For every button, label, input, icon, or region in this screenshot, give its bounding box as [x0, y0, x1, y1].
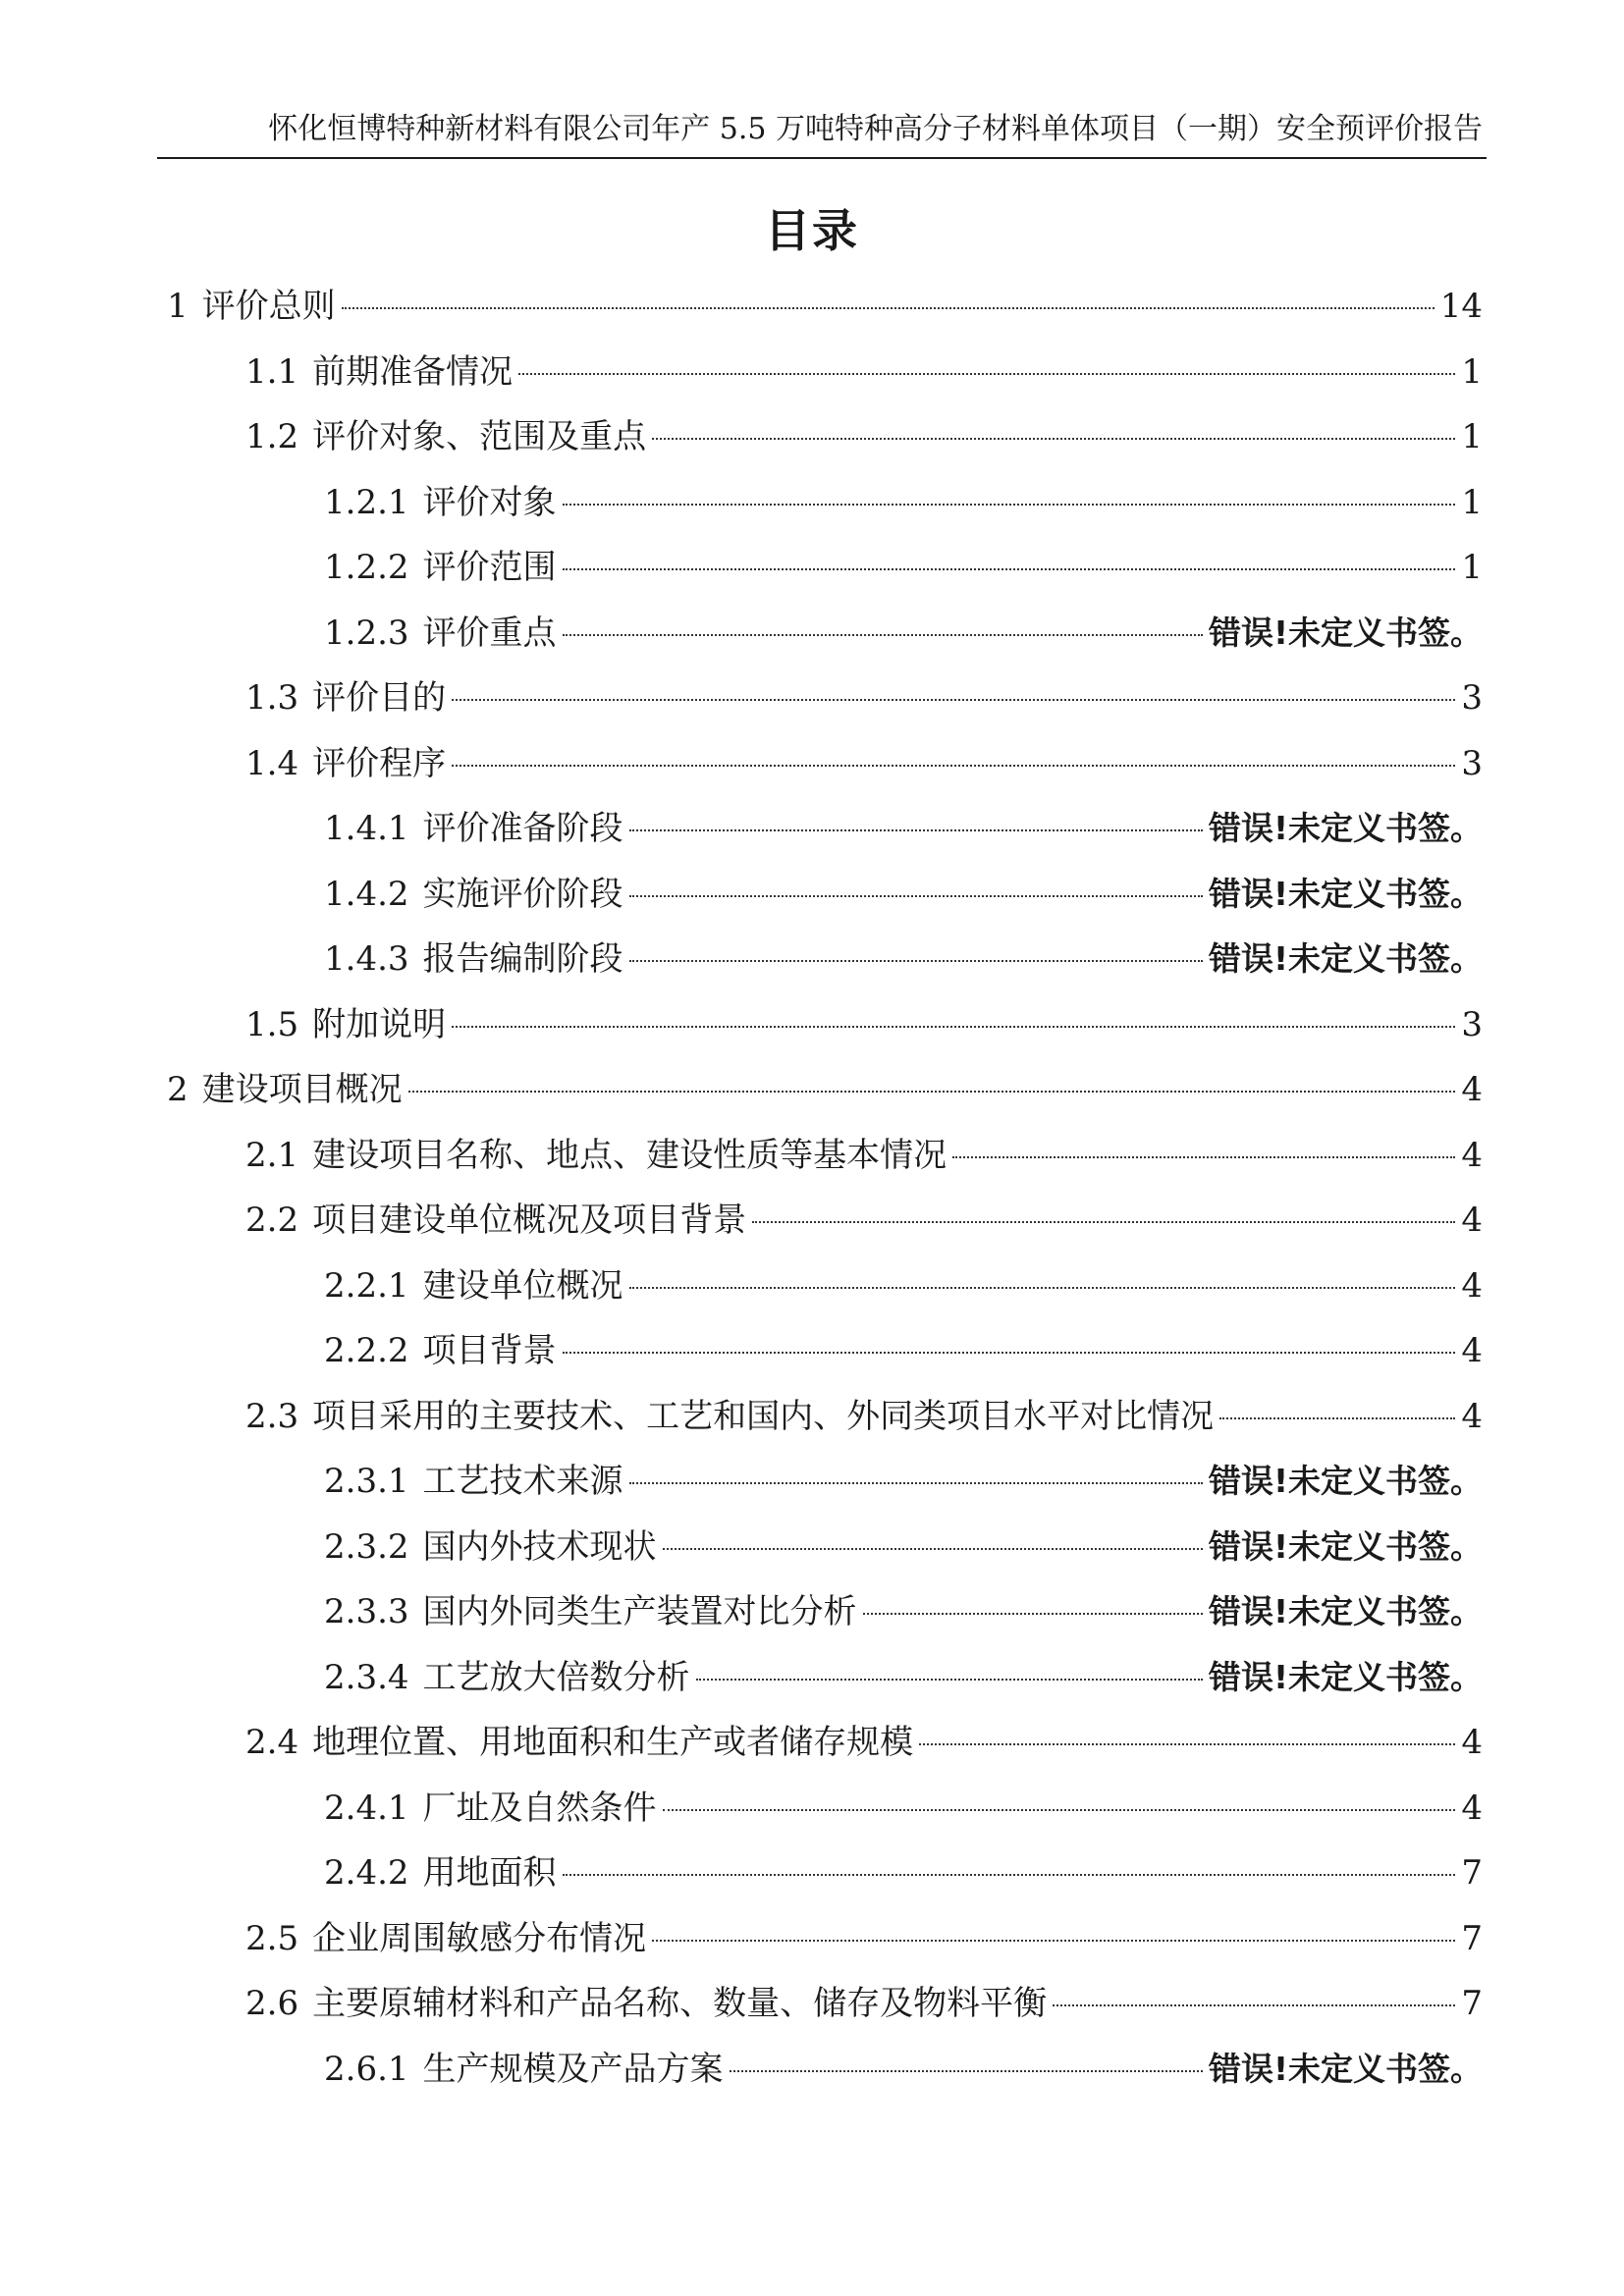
table-of-contents: [167, 283, 1483, 2110]
toc-entry-number: 1.2.1: [324, 482, 409, 522]
toc-entry-number: 2.3.3: [324, 1592, 409, 1631]
toc-page-number: 3: [1461, 678, 1483, 718]
toc-dot-leader: [563, 1874, 1456, 1876]
toc-entry-number: 2.5: [245, 1918, 299, 1958]
toc-dot-leader: [1053, 2004, 1455, 2006]
toc-entry-title: 评价对象: [422, 482, 557, 522]
toc-entry-number: 2.2.1: [324, 1265, 409, 1306]
toc-entry-title: 主要原辅材料和产品名称、数量、储存及物料平衡: [312, 1984, 1048, 2023]
toc-entry-number: 1.4.2: [324, 874, 409, 914]
toc-entry-title: 评价总则: [201, 287, 336, 326]
toc-entry[interactable]: [167, 674, 1483, 740]
toc-entry-title: 附加说明: [312, 1004, 447, 1044]
toc-entry-title: 实施评价阶段: [422, 874, 623, 914]
toc-page-number: 4: [1461, 1135, 1483, 1175]
toc-dot-leader: [452, 765, 1455, 767]
toc-entry[interactable]: [167, 805, 1483, 871]
toc-page-number: 7: [1461, 1853, 1483, 1893]
toc-entry-title: 国内外同类生产装置对比分析: [422, 1592, 857, 1631]
toc-entry-title: 生产规模及产品方案: [422, 2049, 724, 2089]
toc-entry[interactable]: [167, 1197, 1483, 1262]
toc-entry[interactable]: [167, 740, 1483, 806]
toc-dot-leader: [652, 438, 1455, 440]
toc-entry-title: 用地面积: [422, 1853, 557, 1893]
toc-entry[interactable]: [167, 2046, 1483, 2111]
toc-bookmark-error: 错误!未定义书签。: [1208, 809, 1483, 847]
toc-dot-leader: [563, 1352, 1456, 1354]
toc-dot-leader: [452, 699, 1455, 701]
toc-entry[interactable]: [167, 1262, 1483, 1328]
toc-page-number: 4: [1461, 1396, 1483, 1436]
toc-page-number: 4: [1461, 1265, 1483, 1306]
toc-entry-title: 企业周围敏感分布情况: [312, 1918, 647, 1958]
toc-page-number: 14: [1439, 287, 1483, 326]
toc-page-number: 7: [1461, 1918, 1483, 1958]
toc-page-number: 4: [1461, 1331, 1483, 1370]
toc-dot-leader: [629, 829, 1203, 831]
toc-entry-number: 2.2: [245, 1201, 299, 1240]
toc-page-number: 3: [1461, 1004, 1483, 1044]
toc-title: 目录: [765, 204, 859, 257]
toc-entry-title: 评价对象、范围及重点: [312, 417, 647, 456]
toc-entry[interactable]: [167, 1980, 1483, 2046]
toc-page-number: 4: [1461, 1070, 1483, 1109]
toc-entry-number: 1: [167, 287, 189, 326]
toc-entry-title: 评价程序: [312, 743, 447, 783]
toc-entry-title: 评价目的: [312, 678, 447, 718]
toc-entry-title: 项目建设单位概况及项目背景: [312, 1201, 747, 1240]
toc-dot-leader: [563, 634, 1203, 636]
toc-entry-title: 工艺技术来源: [422, 1462, 623, 1501]
toc-dot-leader: [952, 1156, 1455, 1158]
toc-entry[interactable]: [167, 1001, 1483, 1067]
toc-entry-number: 2.4.2: [324, 1853, 409, 1893]
toc-dot-leader: [518, 373, 1455, 375]
toc-entry[interactable]: [167, 1523, 1483, 1589]
toc-entry[interactable]: [167, 1719, 1483, 1785]
toc-bookmark-error: 错误!未定义书签。: [1208, 874, 1483, 913]
toc-entry-number: 2.4.1: [324, 1788, 409, 1828]
toc-page-number: 3: [1461, 743, 1483, 783]
toc-bookmark-error: 错误!未定义书签。: [1208, 2049, 1483, 2088]
toc-entry-number: 2.2.2: [324, 1331, 409, 1370]
toc-dot-leader: [342, 307, 1435, 309]
toc-entry-title: 报告编制阶段: [422, 939, 623, 979]
toc-entry-title: 评价重点: [422, 613, 557, 653]
toc-bookmark-error: 错误!未定义书签。: [1208, 1592, 1483, 1630]
toc-entry[interactable]: [167, 283, 1483, 348]
toc-entry-number: 2.3: [245, 1396, 299, 1436]
toc-dot-leader: [919, 1743, 1455, 1745]
toc-dot-leader: [629, 895, 1203, 897]
toc-page-number: 7: [1461, 1984, 1483, 2023]
header-divider: [157, 157, 1487, 159]
toc-entry-number: 1.2: [245, 417, 299, 456]
toc-entry-title: 地理位置、用地面积和生产或者储存规模: [312, 1723, 914, 1762]
toc-bookmark-error: 错误!未定义书签。: [1208, 1657, 1483, 1696]
toc-entry[interactable]: [167, 610, 1483, 675]
toc-dot-leader: [563, 568, 1456, 570]
toc-entry-number: 1.2.3: [324, 613, 409, 653]
toc-entry[interactable]: [167, 1393, 1483, 1459]
toc-entry[interactable]: [167, 1785, 1483, 1850]
toc-bookmark-error: 错误!未定义书签。: [1208, 1526, 1483, 1566]
toc-entry-number: 1.5: [245, 1004, 299, 1044]
toc-dot-leader: [663, 1809, 1456, 1811]
toc-entry-number: 1.4: [245, 743, 299, 783]
toc-page-number: 4: [1461, 1201, 1483, 1240]
toc-entry-title: 工艺放大倍数分析: [422, 1657, 690, 1697]
toc-page-number: 1: [1461, 417, 1483, 456]
toc-page-number: 1: [1461, 351, 1483, 392]
toc-page-number: 4: [1461, 1723, 1483, 1762]
toc-entry-number: 2.3.2: [324, 1526, 409, 1567]
toc-entry[interactable]: [167, 1132, 1483, 1198]
toc-entry-number: 1.4.1: [324, 809, 409, 848]
toc-entry[interactable]: [167, 413, 1483, 479]
toc-entry-title: 评价准备阶段: [422, 809, 623, 848]
toc-entry-title: 评价范围: [422, 548, 557, 587]
toc-dot-leader: [863, 1613, 1203, 1615]
toc-dot-leader: [1219, 1417, 1455, 1419]
toc-dot-leader: [663, 1548, 1203, 1550]
toc-bookmark-error: 错误!未定义书签。: [1208, 1462, 1483, 1500]
toc-entry-number: 2.1: [245, 1135, 299, 1175]
toc-entry-title: 建设项目名称、地点、建设性质等基本情况: [312, 1135, 947, 1175]
toc-entry-number: 2.6.1: [324, 2049, 409, 2089]
toc-entry[interactable]: [167, 1588, 1483, 1654]
toc-dot-leader: [563, 504, 1456, 506]
toc-entry[interactable]: [167, 1654, 1483, 1720]
toc-entry[interactable]: [167, 1327, 1483, 1393]
toc-entry[interactable]: [167, 1066, 1483, 1132]
toc-dot-leader: [696, 1679, 1203, 1681]
toc-dot-leader: [752, 1221, 1455, 1223]
running-header: 怀化恒博特种新材料有限公司年产 5.5 万吨特种高分子材料单体项目（一期）安全预评价报告: [268, 112, 1483, 146]
toc-entry-title: 项目采用的主要技术、工艺和国内、外同类项目水平对比情况: [312, 1396, 1215, 1436]
toc-entry-number: 1.3: [245, 678, 299, 718]
toc-entry[interactable]: [167, 1849, 1483, 1915]
toc-page-number: 1: [1461, 482, 1483, 522]
toc-page-number: 1: [1461, 548, 1483, 587]
toc-entry-number: 2: [167, 1070, 189, 1109]
toc-entry-title: 项目背景: [422, 1331, 557, 1370]
toc-bookmark-error: 错误!未定义书签。: [1208, 613, 1483, 652]
toc-dot-leader: [629, 960, 1203, 962]
toc-page-number: 4: [1461, 1788, 1483, 1828]
toc-entry-number: 1.4.3: [324, 939, 409, 979]
toc-entry[interactable]: [167, 1458, 1483, 1523]
toc-dot-leader: [408, 1091, 1456, 1093]
toc-dot-leader: [629, 1482, 1203, 1484]
toc-entry-number: 1.2.2: [324, 548, 409, 587]
toc-entry[interactable]: [167, 1915, 1483, 1981]
toc-entry[interactable]: [167, 935, 1483, 1001]
toc-entry-title: 建设项目概况: [201, 1070, 403, 1109]
toc-entry-number: 2.3.4: [324, 1657, 409, 1697]
toc-entry[interactable]: [167, 348, 1483, 414]
toc-entry[interactable]: [167, 544, 1483, 610]
toc-dot-leader: [652, 1940, 1455, 1942]
toc-bookmark-error: 错误!未定义书签。: [1208, 939, 1483, 978]
toc-entry-number: 1.1: [245, 351, 299, 392]
toc-entry-title: 厂址及自然条件: [422, 1788, 657, 1828]
toc-dot-leader: [730, 2070, 1203, 2072]
toc-entry[interactable]: [167, 479, 1483, 545]
toc-entry-title: 国内外技术现状: [422, 1526, 657, 1567]
toc-entry-number: 2.3.1: [324, 1462, 409, 1501]
toc-entry-number: 2.6: [245, 1984, 299, 2023]
toc-entry-title: 前期准备情况: [312, 351, 514, 392]
toc-entry[interactable]: [167, 871, 1483, 936]
toc-dot-leader: [629, 1287, 1456, 1289]
toc-entry-number: 2.4: [245, 1723, 299, 1762]
toc-entry-title: 建设单位概况: [422, 1265, 623, 1306]
toc-dot-leader: [452, 1026, 1455, 1028]
